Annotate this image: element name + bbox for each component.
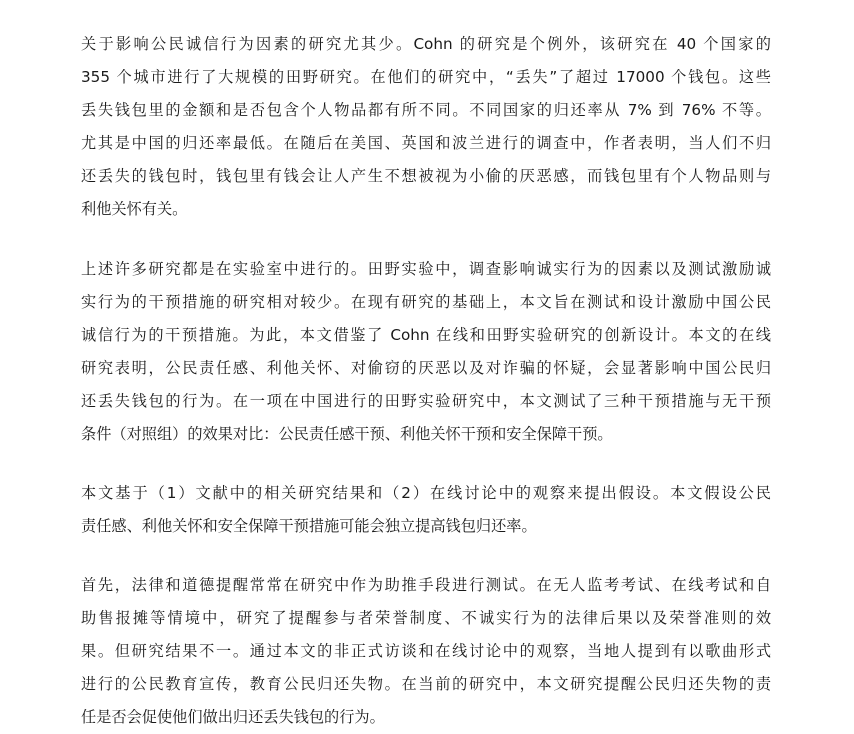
paragraph-line: 责任感、利他关怀和安全保障干预措施可能会独立提高钱包归还率。 xyxy=(81,517,537,535)
paragraph-line: 实行为的干预措施的研究相对较少。在现有研究的基础上，本文旨在测试和设计激励中国公民 xyxy=(81,293,771,311)
paragraph-line: 关于影响公民诚信行为因素的研究尤其少。Cohn 的研究是个例外，该研究在 40 个国家的 xyxy=(81,35,771,53)
paragraph-3 xyxy=(81,477,771,543)
paragraph-1 xyxy=(81,28,771,226)
paragraph-line: 还丢失的钱包时，钱包里有钱会让人产生不想被视为小偷的厌恶感，而钱包里有个人物品则与 xyxy=(81,167,771,185)
paragraph-line: 利他关怀有关。 xyxy=(81,200,188,218)
paragraph-line: 上述许多研究都是在实验室中进行的。田野实验中，调查影响诚实行为的因素以及测试激励诚 xyxy=(81,260,771,278)
paragraph-line: 诚信行为的干预措施。为此，本文借鉴了 Cohn 在线和田野实验研究的创新设计。本文的在线 xyxy=(81,326,771,344)
paragraph-line: 果。但研究结果不一。通过本文的非正式访谈和在线讨论中的观察，当地人提到有以歌曲形式 xyxy=(81,642,771,660)
paragraph-line: 首先，法律和道德提醒常常在研究中作为助推手段进行测试。在无人监考考试、在线考试和自 xyxy=(81,576,771,594)
paragraph-2 xyxy=(81,253,771,451)
paragraph-line: 研究表明，公民责任感、利他关怀、对偷窃的厌恶以及对诈骗的怀疑，会显著影响中国公民归 xyxy=(81,359,771,377)
paragraph-line: 本文基于（1）文献中的相关研究结果和（2）在线讨论中的观察来提出假设。本文假设公民 xyxy=(81,484,771,502)
paragraph-line: 355 个城市进行了大规模的田野研究。在他们的研究中，“丢失”了超过 17000 个钱包。这些 xyxy=(81,68,771,86)
paragraph-line: 助售报摊等情境中，研究了提醒参与者荣誉制度、不诚实行为的法律后果以及荣誉准则的效 xyxy=(81,609,771,627)
paragraph-line: 还丢失钱包的行为。在一项在中国进行的田野实验研究中，本文测试了三种干预措施与无干预 xyxy=(81,392,771,410)
paragraph-line: 进行的公民教育宣传，教育公民归还失物。在当前的研究中，本文研究提醒公民归还失物的责 xyxy=(81,675,771,693)
paragraph-line: 尤其是中国的归还率最低。在随后在美国、英国和波兰进行的调查中，作者表明，当人们不归 xyxy=(81,134,771,152)
paragraph-line: 条件（对照组）的效果对比：公民责任感干预、利他关怀干预和安全保障干预。 xyxy=(81,425,613,443)
paragraph-4 xyxy=(81,569,771,734)
paragraph-line: 丢失钱包里的金额和是否包含个人物品都有所不同。不同国家的归还率从 7% 到 76% 不等。 xyxy=(81,101,771,119)
paragraph-line: 任是否会促使他们做出归还丢失钱包的行为。 xyxy=(81,708,385,726)
